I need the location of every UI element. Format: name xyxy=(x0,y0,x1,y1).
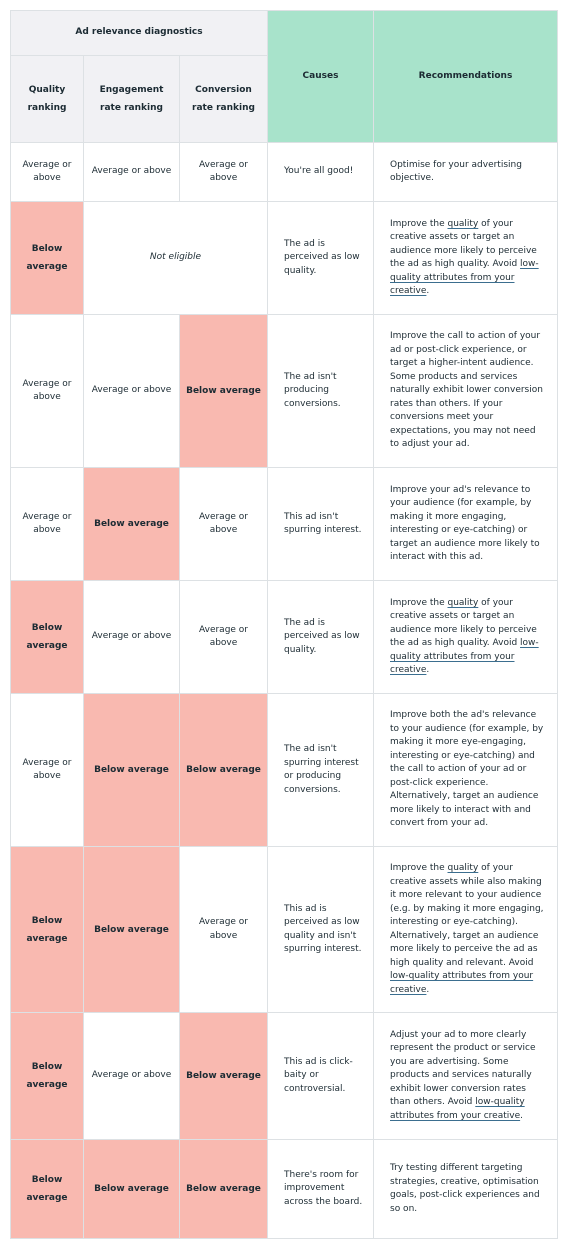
header-quality-ranking: Quality ranking xyxy=(11,56,84,143)
header-conversion-rate-ranking: Conversion rate ranking xyxy=(180,56,268,143)
table-row xyxy=(11,315,558,468)
table-row xyxy=(11,694,558,847)
recommendation-text: Adjust your ad to more clearly represent the product or service you are advertising. Some products and services naturally exhibit lower conversion rates than others. Avoid xyxy=(390,1029,536,1108)
quality-link[interactable]: quality xyxy=(447,218,479,229)
recommendation-text: . xyxy=(426,286,430,296)
quality-link[interactable]: quality xyxy=(447,863,479,873)
recommendation-text: of your creative assets or target an audience more likely to perceive the ad as high quality. Avoid xyxy=(390,218,537,269)
recommendation-text: Improve both the ad's relevance to your audience (for example, by making it more eye-engaging, interesting or eye-catching) and the call to action of your ad or post-click experience. Alternatively, target an audience more likely to interact with and convert from your ad. xyxy=(390,710,544,829)
cause-cell: This ad isn't spurring interest. xyxy=(268,468,374,581)
quality-cell: Below average xyxy=(11,1013,84,1140)
quality-cell: Below average xyxy=(11,847,84,1013)
recommendation-cell xyxy=(374,143,558,202)
conversion-cell: Below average xyxy=(180,1140,268,1239)
not-eligible-cell: Not eligible xyxy=(84,202,268,315)
quality-cell: Below average xyxy=(11,581,84,694)
header-causes: Causes xyxy=(268,11,374,143)
recommendation-text: . xyxy=(426,665,430,675)
conversion-cell: Below average xyxy=(180,694,268,847)
quality-cell: Average or above xyxy=(11,315,84,468)
low-quality-attributes-link[interactable]: low-quality attributes from your creative xyxy=(390,971,534,995)
header-ad-relevance-diagnostics: Ad relevance diagnostics xyxy=(11,11,268,56)
recommendation-cell xyxy=(374,1140,558,1239)
recommendation-text: of your creative assets while also making it more relevant to your audience (e.g. by making it more engaging, interesting or eye-catching). Alternatively, target an audience more likely to perceive the ad as high quality and relevant. Avoid xyxy=(390,863,544,968)
low-quality-attributes-link[interactable]: low-quality attributes from your creative xyxy=(390,638,539,675)
recommendation-text: of your creative assets or target an audience more likely to perceive the ad as high quality. Avoid xyxy=(390,597,537,648)
table-row xyxy=(11,143,558,202)
quality-cell: Below average xyxy=(11,1140,84,1239)
low-quality-attributes-link[interactable]: low-quality attributes from your creative xyxy=(390,259,539,296)
quality-cell: Average or above xyxy=(11,694,84,847)
ad-relevance-table xyxy=(10,10,558,1239)
quality-cell: Below average xyxy=(11,202,84,315)
recommendation-cell xyxy=(374,847,558,1013)
recommendation-text: . xyxy=(426,984,430,995)
recommendation-text: Optimise for your advertising objective. xyxy=(390,159,522,183)
recommendation-cell xyxy=(374,315,558,468)
quality-cell: Average or above xyxy=(11,468,84,581)
cause-cell: The ad is perceived as low quality. xyxy=(268,202,374,315)
table-row xyxy=(11,847,558,1013)
cause-cell: This ad is click-baity or controversial. xyxy=(268,1013,374,1140)
cause-cell: This ad is perceived as low quality and isn't spurring interest. xyxy=(268,847,374,1013)
conversion-cell: Below average xyxy=(180,315,268,468)
recommendation-cell xyxy=(374,202,558,315)
conversion-cell: Average or above xyxy=(180,143,268,202)
header-row-top xyxy=(11,11,558,56)
header-engagement-rate-ranking: Engagement rate ranking xyxy=(84,56,180,143)
recommendation-text: Improve the call to action of your ad or post-click experience, or target a higher-intent audience. Some products and services naturally exhibit lower conversion rates than others. If your conversions meet your expectations, you may not need to adjust your ad. xyxy=(390,331,543,450)
cause-cell: The ad is perceived as low quality. xyxy=(268,581,374,694)
conversion-cell: Average or above xyxy=(180,847,268,1013)
table-row xyxy=(11,581,558,694)
recommendation-text: Improve the xyxy=(390,597,448,608)
engagement-cell: Average or above xyxy=(84,581,180,694)
recommendation-text: Improve the xyxy=(390,863,448,873)
engagement-cell: Below average xyxy=(84,1140,180,1239)
engagement-cell: Below average xyxy=(84,468,180,581)
table-row xyxy=(11,202,558,315)
cause-cell: You're all good! xyxy=(268,143,374,202)
quality-cell: Average or above xyxy=(11,143,84,202)
recommendation-cell xyxy=(374,581,558,694)
table-row xyxy=(11,1140,558,1239)
engagement-cell: Average or above xyxy=(84,315,180,468)
conversion-cell: Below average xyxy=(180,1013,268,1140)
cause-cell: There's room for improvement across the board. xyxy=(268,1140,374,1239)
header-recommendations: Recommendations xyxy=(374,11,558,143)
conversion-cell: Average or above xyxy=(180,581,268,694)
recommendation-cell xyxy=(374,1013,558,1140)
recommendation-text: Improve your ad's relevance to your audience (for example, by making it more engaging, interesting or eye-catching) or target an audience more likely to interact with this ad. xyxy=(390,484,540,562)
recommendation-cell xyxy=(374,694,558,847)
cause-cell: The ad isn't producing conversions. xyxy=(268,315,374,468)
recommendation-text: Improve the xyxy=(390,218,448,229)
conversion-cell: Average or above xyxy=(180,468,268,581)
table-row xyxy=(11,468,558,581)
quality-link[interactable]: quality xyxy=(447,597,479,608)
recommendation-text: . xyxy=(520,1110,523,1121)
table-row xyxy=(11,1013,558,1140)
engagement-cell: Below average xyxy=(84,847,180,1013)
engagement-cell: Below average xyxy=(84,694,180,847)
cause-cell: The ad isn't spurring interest or producing conversions. xyxy=(268,694,374,847)
recommendation-text: Try testing different targeting strategies, creative, optimisation goals, post-click experiences and so on. xyxy=(390,1163,540,1214)
engagement-cell: Average or above xyxy=(84,143,180,202)
engagement-cell: Average or above xyxy=(84,1013,180,1140)
low-quality-attributes-link[interactable]: low-quality attributes from your creative xyxy=(390,1097,525,1121)
recommendation-cell xyxy=(374,468,558,581)
